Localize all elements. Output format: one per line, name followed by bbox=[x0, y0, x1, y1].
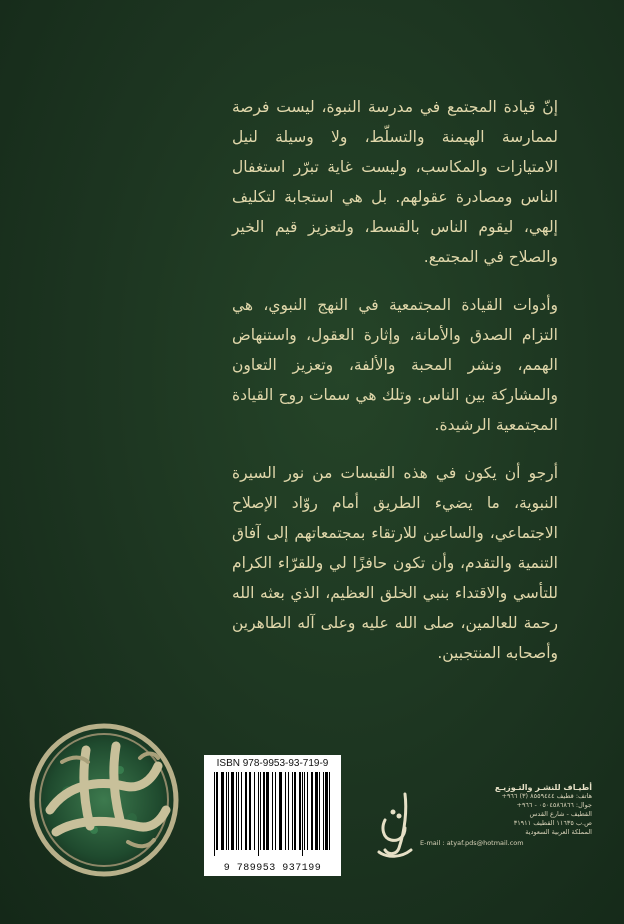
barcode bbox=[204, 755, 341, 876]
paragraph-1: إنّ قيادة المجتمع في مدرسة النبوة، ليست فرصة لممارسة الهيمنة والتسلّط، ولا وسيلة لنيل الامتيازات والمكاسب، وليست غاية تبرّر استغفال الناس ومصادرة عقولهم. بل هي استجابة لتكليف إلهي، ليقوم الناس بالقسط، ولتعزيز قيم الخير والصلاح في المجتمع. bbox=[232, 98, 558, 266]
publisher-line-1: هاتف: قطيف ٨٥٥٩٤٤٤ (٣) ٩٦٦+ bbox=[501, 792, 592, 800]
publisher-line-5: المملكة العربية السعودية bbox=[525, 828, 592, 836]
publisher-line-4: ص.ب ١١٦٣٥ القطيف ٣١٩١١ bbox=[513, 819, 592, 827]
publisher-line-3: القطيف - شارع القدس bbox=[529, 810, 592, 818]
calligraphy-seal-icon bbox=[28, 722, 180, 878]
publisher-info bbox=[420, 783, 592, 848]
paragraph-3: أرجو أن يكون في هذه القبسات من نور السيرة النبوية، ما يضيء الطريق أمام روّاد الإصلاح الاجتماعي، والساعين للارتقاء بمجتمعاتهم إلى آفاق التنمية والتقدم، وأن تكون حافزًا لي وللقرّاء الكرام للتأسي والاقتداء بنبي الخلق العظيم، الذي بعثه الله رحمة للعالمين، صلى الله عليه وعلى آله الطاهرين وأصحابه المنتجبين. bbox=[232, 464, 558, 662]
publisher-logo-icon bbox=[375, 790, 417, 860]
barcode-bars bbox=[212, 772, 333, 860]
publisher-line-2: جوال: ٠٥٠٤٥٨٦٨٦٦ - ٩٦٦+ bbox=[516, 801, 592, 809]
paragraph-2: وأدوات القيادة المجتمعية في النهج النبوي، هي التزام الصدق والأمانة، وإثارة العقول، واستنهاض الهمم، ونشر المحبة والألفة، وتعزيز التعاون والمشاركة بين الناس. وتلك هي سمات روح القيادة المجتمعية الرشيدة. bbox=[232, 296, 558, 434]
publisher-name: أطيـاف للنشـر والتـوزيـع bbox=[494, 783, 592, 792]
isbn-label: ISBN 978-9953-93-719-9 bbox=[216, 758, 329, 769]
isbn-digits: 9 789953 937199 bbox=[223, 863, 322, 874]
publisher-email: E-mail : atyaf.pds@hotmail.com bbox=[420, 839, 524, 847]
back-cover-text bbox=[232, 92, 558, 686]
